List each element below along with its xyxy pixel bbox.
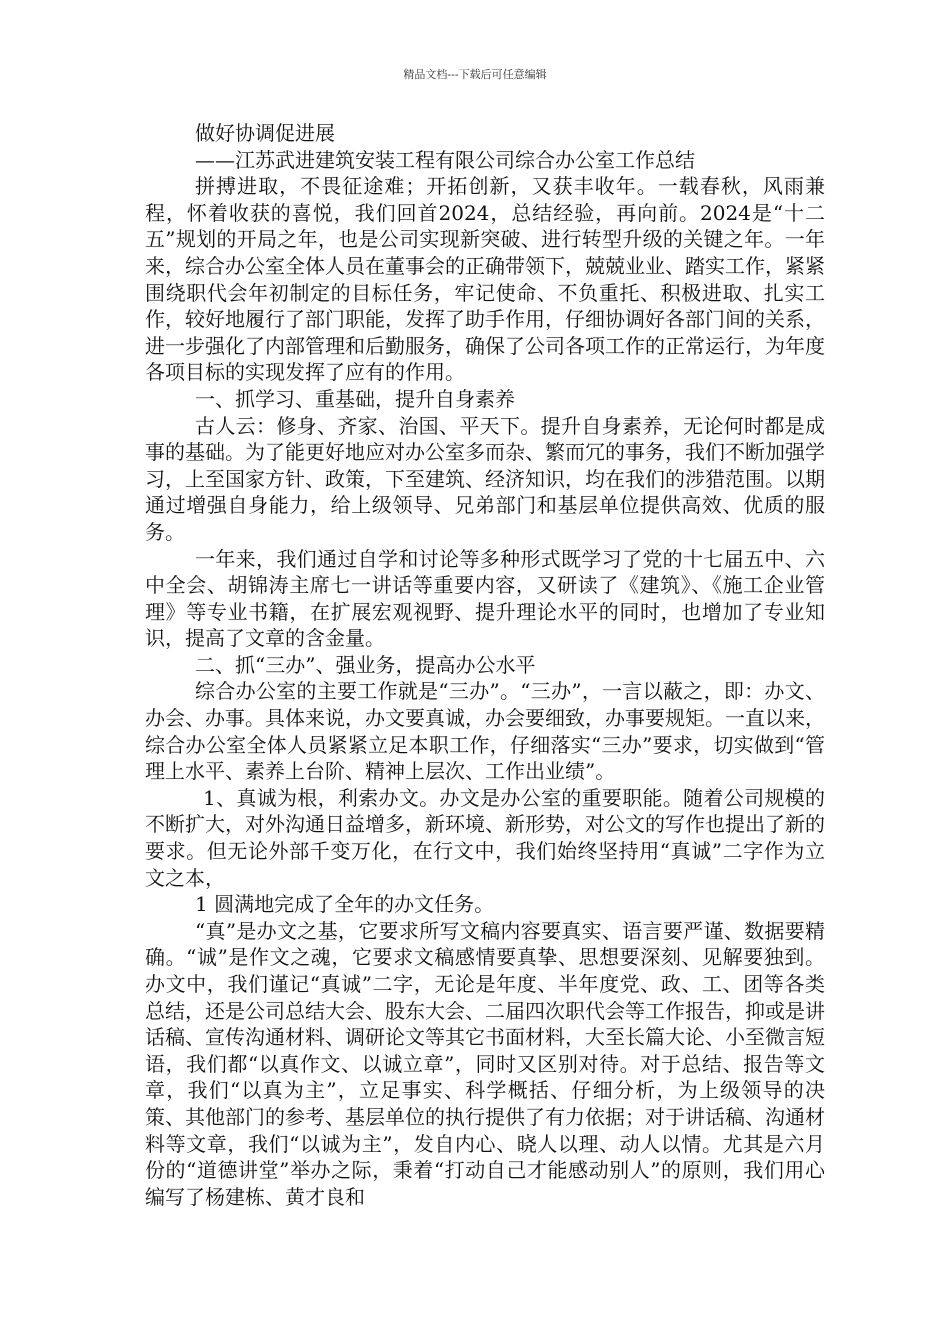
document-title: 做好协调促进展 xyxy=(195,121,335,145)
document-body xyxy=(145,120,825,1210)
paragraph: 综合办公室的主要工作就是“三办”。“三办”，一言以蔽之，即：办文、办会、办事。具体来说，办文要真诚，办会要细致，办事要规矩。一直以来，综合办公室全体人员紧紧立足本职工作，仔细落实“三办”要求，切实做到“管理上水平、素养上台阶、精神上层次、工作出业绩”。 xyxy=(145,679,825,784)
intro-paragraph: 拼搏进取，不畏征途难；开拓创新，又获丰收年。一载春秋，风雨兼程，怀着收获的喜悦，我们回首2024，总结经验，再向前。2024是“十二五”规划的开局之年，也是公司实现新突破、进行转型升级的关键之年。一年来，综合办公室全体人员在董事会的正确带领下，兢兢业业、踏实工作，紧紧围绕职代会年初制定的目标任务，牢记使命、不负重托、积极进取、扎实工作，较好地履行了部门职能，发挥了助手作用，仔细协调好各部门间的关系，进一步强化了内部管理和后勤服务，确保了公司各项工作的正常运行，为年度各项目标的实现发挥了应有的作用。 xyxy=(145,174,825,385)
list-item-1: 1、真诚为根，利索办文。办文是办公室的重要职能。随着公司规模的不断扩大，对外沟通日益增多，新环境、新形势，对公文的写作也提出了新的要求。但无论外部千变万化，在行文中，我们始终坚持用“真诚”二字作为立文之本， xyxy=(145,785,825,890)
page-header: 精品文档---下载后可任意编辑 xyxy=(403,68,547,81)
paragraph: 古人云：修身、齐家、治国、平天下。提升自身素养，无论何时都是成事的基础。为了能更好地应对办公室多而杂、繁而冗的事务，我们不断加强学习，上至国家方针、政策，下至建筑、经济知识，均在我们的涉猎范围。以期通过增强自身能力，给上级领导、兄弟部门和基层单位提供高效、优质的服务。 xyxy=(145,413,825,544)
paragraph: 一年来，我们通过自学和讨论等多种形式既学习了党的十七届五中、六中全会、胡锦涛主席七一讲话等重要内容，又研读了《建筑》、《施工企业管理》等专业书籍，在扩展宏观视野、提升理论水平的同时，也增加了专业知识，提高了文章的含金量。 xyxy=(145,546,825,651)
section-heading-2: 二、抓“三办”、强业务，提高办公水平 xyxy=(195,652,536,677)
paragraph: 1 圆满地完成了全年的办文任务。 xyxy=(195,892,495,917)
paragraph: “真”是办文之基，它要求所写文稿内容要真实、语言要严谨、数据要精确。“诚”是作文之魂，它要求文稿感情要真挚、思想要深刻、见解要独到。办文中，我们谨记“真诚”二字，无论是年度、半年度党、政、工、团等各类总结，还是公司总结大会、股东大会、二届四次职代会等工作报告，抑或是讲话稿、宣传沟通材料、调研论文等其它书面材料，大至长篇大论、小至微言短语，我们都“以真作文、以诚立章”，同时又区别对待。对于总结、报告等文章，我们“以真为主”，立足事实、科学概括、仔细分析，为上级领导的决策、其他部门的参考、基层单位的执行提供了有力依据；对于讲话稿、沟通材料等文章，我们“以诚为主”，发自内心、晓人以理、动人以情。尤其是六月份的“道德讲堂”举办之际，秉着“打动自己才能感动别人”的原则，我们用心编写了杨建栋、黄才良和 xyxy=(145,918,825,1209)
section-heading-1: 一、抓学习、重基础，提升自身素养 xyxy=(195,386,515,411)
document-subtitle: ——江苏武进建筑安装工程有限公司综合办公室工作总结 xyxy=(195,147,695,172)
